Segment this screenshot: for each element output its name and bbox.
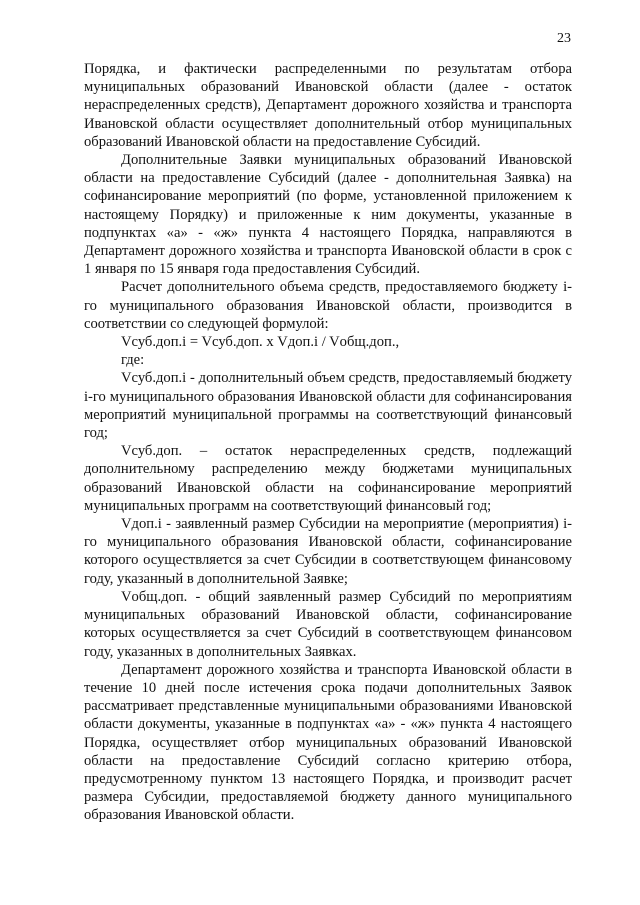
document-body [84,60,572,825]
paragraph-calculation-intro: Расчет дополнительного объема средств, предоставляемого бюджету i-го муниципального образования Ивановской области, производится в соответствии со следующей формулой: [84,279,572,332]
paragraph-department-review: Департамент дорожного хозяйства и транспорта Ивановской области в течение 10 дней после истечения срока подачи дополнительных Заявок рассматривает представленные муниципальными образованиями Ивановской области документы, указанные в подпунктах «а» - «ж» пункта 4 настоящего Порядка, осуществляет отбор муниципальных образований Ивановской области на предоставление Субсидий согласно критерию отбора, предусмотренному пунктом 13 настоящего Порядка, и производит расчет размера Субсидии, предоставляемой бюджету данного муниципального образования Ивановской области. [84,661,572,824]
definition-vdop-i: Vдоп.i - заявленный размер Субсидии на мероприятие (мероприятия) i-го муниципального образования Ивановской области, софинансирование которого осуществляется за счет Субсидии в соответствующем финансовому году, указанный в дополнительной Заявке; [84,516,572,587]
page-number: 23 [557,31,571,46]
definition-vsub-dop: Vсуб.доп. – остаток нераспределенных средств, подлежащий дополнительному распределению между бюджетами муниципальных образований Ивановской области на софинансирование мероприятий муниципальных программ на соответствующий финансовый год; [84,443,572,514]
paragraph-additional-applications: Дополнительные Заявки муниципальных образований Ивановской области на предоставление Субсидий (далее - дополнительная Заявка) на софинансирование мероприятий (по форме, установленной приложением к настоящему Порядку) и приложенные к ним документы, указанные в подпунктах «а» - «ж» пункта 4 настоящего Порядка, направляются в Департамент дорожного хозяйства и транспорта Ивановской области в срок с 1 января по 15 января года предоставления Субсидий. [84,152,572,278]
definition-vsub-dop-i: Vсуб.доп.i - дополнительный объем средств, предоставляемый бюджету i-го муниципального образования Ивановской области для софинансирования мероприятий муниципальной программы на соответствующий финансовый год; [84,370,572,442]
formula-where: где: [121,352,145,369]
paragraph-continuation: Порядка, и фактически распределенными по результатам отбора муниципальных образований Ивановской области (далее - остаток нераспределенных средств), Департамент дорожного хозяйства и транспорта Ивановской области осуществляет дополнительный отбор муниципальных образований Ивановской области на предоставление Субсидий. [84,61,572,150]
definition-vobsch-dop: Vобщ.доп. - общий заявленный размер Субсидий по мероприятиям муниципальных образований Ивановской области, софинансирование которых осуществляется за счет Субсидий в соответствующем финансовом году, указанных в дополнительных Заявках. [84,588,572,660]
formula: Vсуб.доп.i = Vсуб.доп. х Vдоп.i / Vобщ.доп., [121,334,400,351]
